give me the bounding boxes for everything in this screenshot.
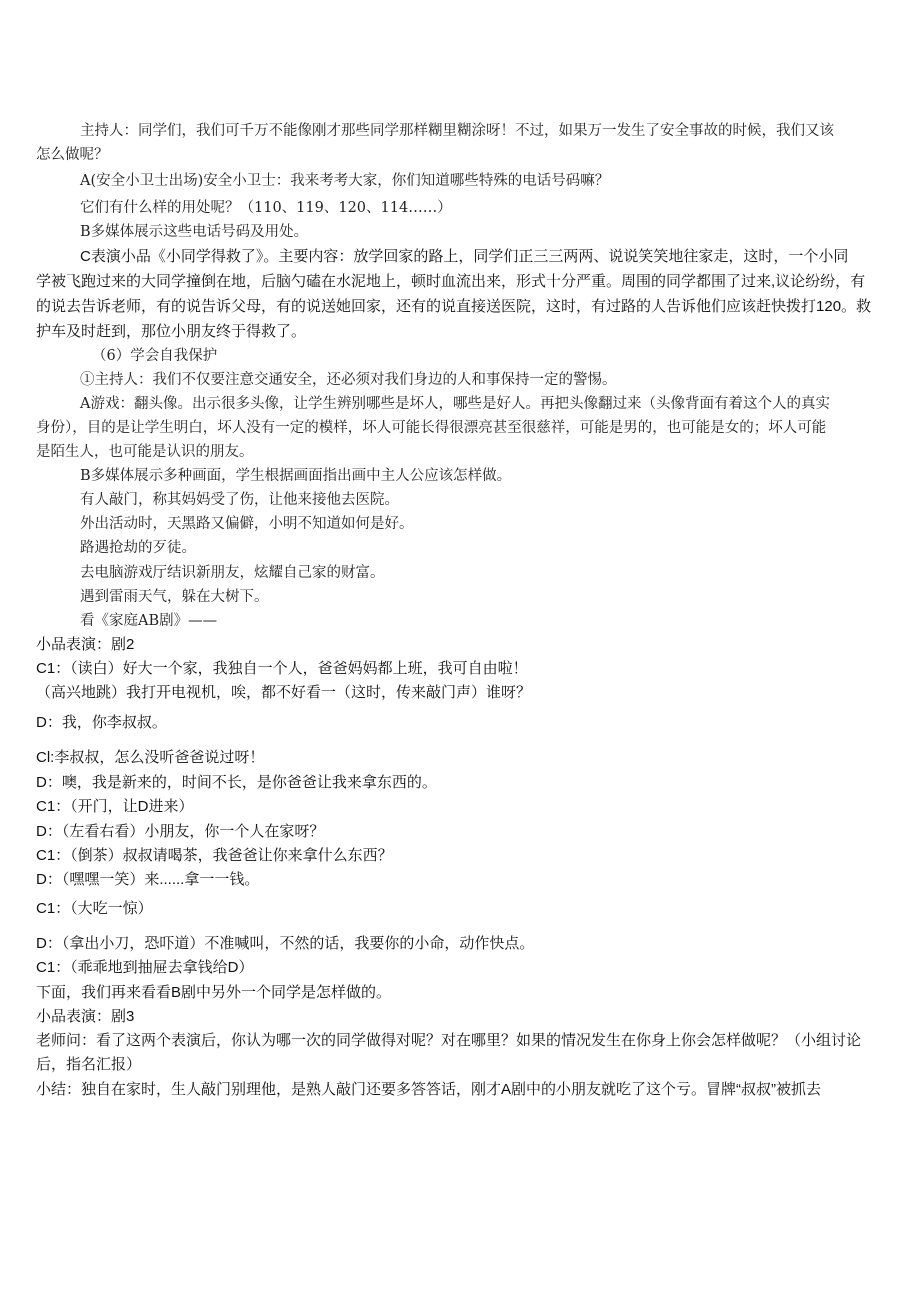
text-line: 小结：独自在家时，生人敲门别理他，是熟人敲门还要多答答话，刚才A剧中的小朋友就吃了这个亏。冒牌“叔叔”被抓去: [36, 1081, 822, 1098]
dialogue-line: C1：（开门，让D进来）: [36, 798, 194, 815]
dialogue-line: D：噢，我是新来的，时间不长，是你爸爸让我来拿东西的。: [36, 774, 437, 791]
text-line: 老师问：看了这两个表演后，你认为哪一次的同学做得对呢？对在哪里？如果的情况发生在你身上你会怎样做呢？（小组讨论: [36, 1032, 862, 1049]
dialogue-line: D：（嘿嘿一笑）来......拿一一钱。: [36, 871, 260, 888]
text-line: A游戏：翻头像。出示很多头像，让学生辨别哪些是坏人，哪些是好人。再把头像翻过来（头像背面有着这个人的真实: [80, 396, 830, 412]
dialogue-line: D：我，你李叔叔。: [36, 714, 167, 731]
text-line: 遇到雷雨天气，躲在大树下。: [80, 589, 269, 605]
dialogue-line: （高兴地跳）我打开电视机，唉，都不好看一（这时，传来敲门声）谁呀？: [36, 684, 532, 701]
text-line: 后，指名汇报）: [36, 1056, 142, 1073]
dialogue-line: C1：（倒茶）叔叔请喝茶，我爸爸让你来拿什么东西？: [36, 847, 393, 864]
dialogue-line: C1：（读白）好大一个家，我独自一个人，爸爸妈妈都上班，我可自由啦！: [36, 660, 528, 677]
dialogue-line: C1：（乖乖地到抽屉去拿钱给D）: [36, 959, 254, 976]
text-line: 主持人：同学们，我们可千万不能像刚才那些同学那样糊里糊涂呀！不过，如果万一发生了安全事故的时候，我们又该: [80, 123, 834, 139]
text-line: B多媒体展示这些电话号码及用处。: [80, 224, 309, 240]
text-line: A(安全小卫士出场)安全小卫士：我来考考大家，你们知道哪些特殊的电话号码嘛？: [80, 173, 610, 189]
text-line: 身份），目的是让学生明白，坏人没有一定的模样，坏人可能长得很漂亮甚至很慈祥，可能是男的，也可能是女的；坏人可能: [36, 420, 827, 436]
text-line: 路遇抢劫的歹徒。: [80, 540, 196, 556]
skit-title: 小品表演：剧2: [36, 636, 135, 653]
text-line: 怎么做呢？: [36, 147, 109, 163]
skit-title: 小品表演：剧3: [36, 1008, 135, 1025]
text-line: ①主持人：我们不仅要注意交通安全，还必须对我们身边的人和事保持一定的警惕。: [80, 372, 617, 388]
text-line: 看《家庭AB剧》——: [80, 613, 218, 629]
section-heading: （6）学会自我保护: [92, 348, 218, 364]
text-line: 它们有什么样的用处呢？（110、119、120、114……）: [80, 200, 452, 216]
text-line: 外出活动时，天黑路又偏僻，小明不知道如何是好。: [80, 516, 414, 532]
dialogue-line: D：（左看右看）小朋友，你一个人在家呀？: [36, 823, 325, 840]
text-line: 有人敲门，称其妈妈受了伤，让他来接他去医院。: [80, 492, 399, 508]
dialogue-line: D：（拿出小刀，恐吓道）不准喊叫，不然的话，我要你的小命，动作快点。: [36, 935, 535, 952]
text-line: 的说去告诉老师，有的说告诉父母，有的说送她回家，还有的说直接送医院，这时，有过路的人告诉他们应该赶快拨打120。救: [36, 298, 872, 315]
dialogue-line: C1：（大吃一惊）: [36, 900, 153, 917]
text-line: 去电脑游戏厅结识新朋友，炫耀自己家的财富。: [80, 565, 385, 581]
text-line: 下面，我们再来看看B剧中另外一个同学是怎样做的。: [36, 984, 392, 1001]
text-line: C表演小品《小同学得救了》。主要内容：放学回家的路上，同学们正三三两两、说说笑笑地往家走，这时，一个小同: [80, 248, 849, 265]
dialogue-line: Cl:李叔叔，怎么没听爸爸说过呀！: [36, 749, 265, 766]
text-line: B多媒体展示多种画面，学生根据画面指出画中主人公应该怎样做。: [80, 468, 512, 484]
text-line: 护车及时赶到，那位小朋友终于得救了。: [36, 323, 307, 340]
text-line: 学被飞跑过来的大同学撞倒在地，后脑勺磕在水泥地上，顿时血流出来，形式十分严重。周围的同学都围了过来,议论纷纷，有: [36, 273, 866, 290]
text-line: 是陌生人，也可能是认识的朋友。: [36, 444, 254, 460]
